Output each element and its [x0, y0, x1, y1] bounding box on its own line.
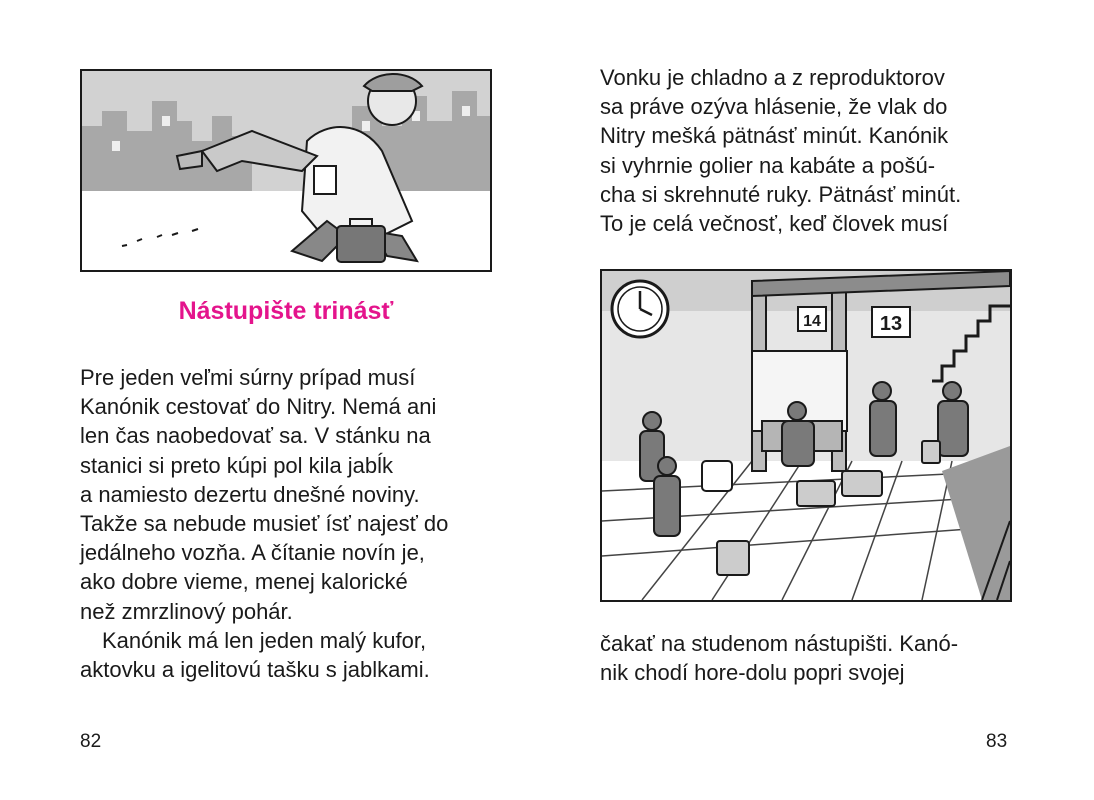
text-line: sa práve ozýva hlásenie, že vlak do	[600, 94, 948, 120]
text-line: cha si skrehnuté ruky. Pätnásť minút.	[600, 181, 962, 207]
text-line: a namiesto dezertu dnešné noviny.	[80, 481, 420, 507]
platform-sign-14: 14	[803, 313, 821, 330]
text-line: ako dobre vieme, menej kalorické	[80, 569, 408, 595]
text-line: jedálneho vozňa. A čítanie novín je,	[80, 540, 425, 566]
page-number-right: 83	[986, 731, 1008, 752]
illustration-canon-walking	[80, 69, 492, 272]
text-line: Vonku je chladno a z reproduktorov	[600, 65, 945, 90]
text-line: len čas naobedovať sa. V stánku na	[80, 423, 431, 449]
text-line: stanici si preto kúpi pol kila jabĺk	[80, 452, 394, 478]
text-line: než zmrzlinový pohár.	[80, 598, 293, 624]
text-line: si vyhrnie golier na kabáte a pošú-	[600, 152, 936, 178]
platform-sign-13: 13	[879, 313, 903, 335]
page-number-left: 82	[80, 731, 102, 752]
text-line: Pre jeden veľmi súrny prípad musí	[80, 365, 416, 390]
illustration-train-platform	[600, 269, 1012, 602]
text-line: nik chodí hore-dolu popri svojej	[600, 660, 905, 686]
left-body-text	[80, 363, 448, 684]
text-line: Kanónik má len jeden malý kufor,	[102, 627, 427, 653]
right-top-text	[600, 63, 961, 238]
text-line: Takže sa nebude musieť ísť najesť do	[80, 511, 449, 537]
text-line: Kanónik cestovať do Nitry. Nemá ani	[80, 394, 437, 420]
text-line: Nitry mešká pätnásť minút. Kanónik	[600, 123, 949, 149]
right-bottom-text	[600, 629, 958, 687]
chapter-title: Nástupište trinásť	[178, 297, 394, 325]
text-line: čakať na studenom nástupišti. Kanó-	[600, 631, 959, 656]
text-line: aktovku a igelitovú tašku s jablkami.	[80, 657, 430, 683]
text-line: To je celá večnosť, keď človek musí	[600, 211, 949, 237]
